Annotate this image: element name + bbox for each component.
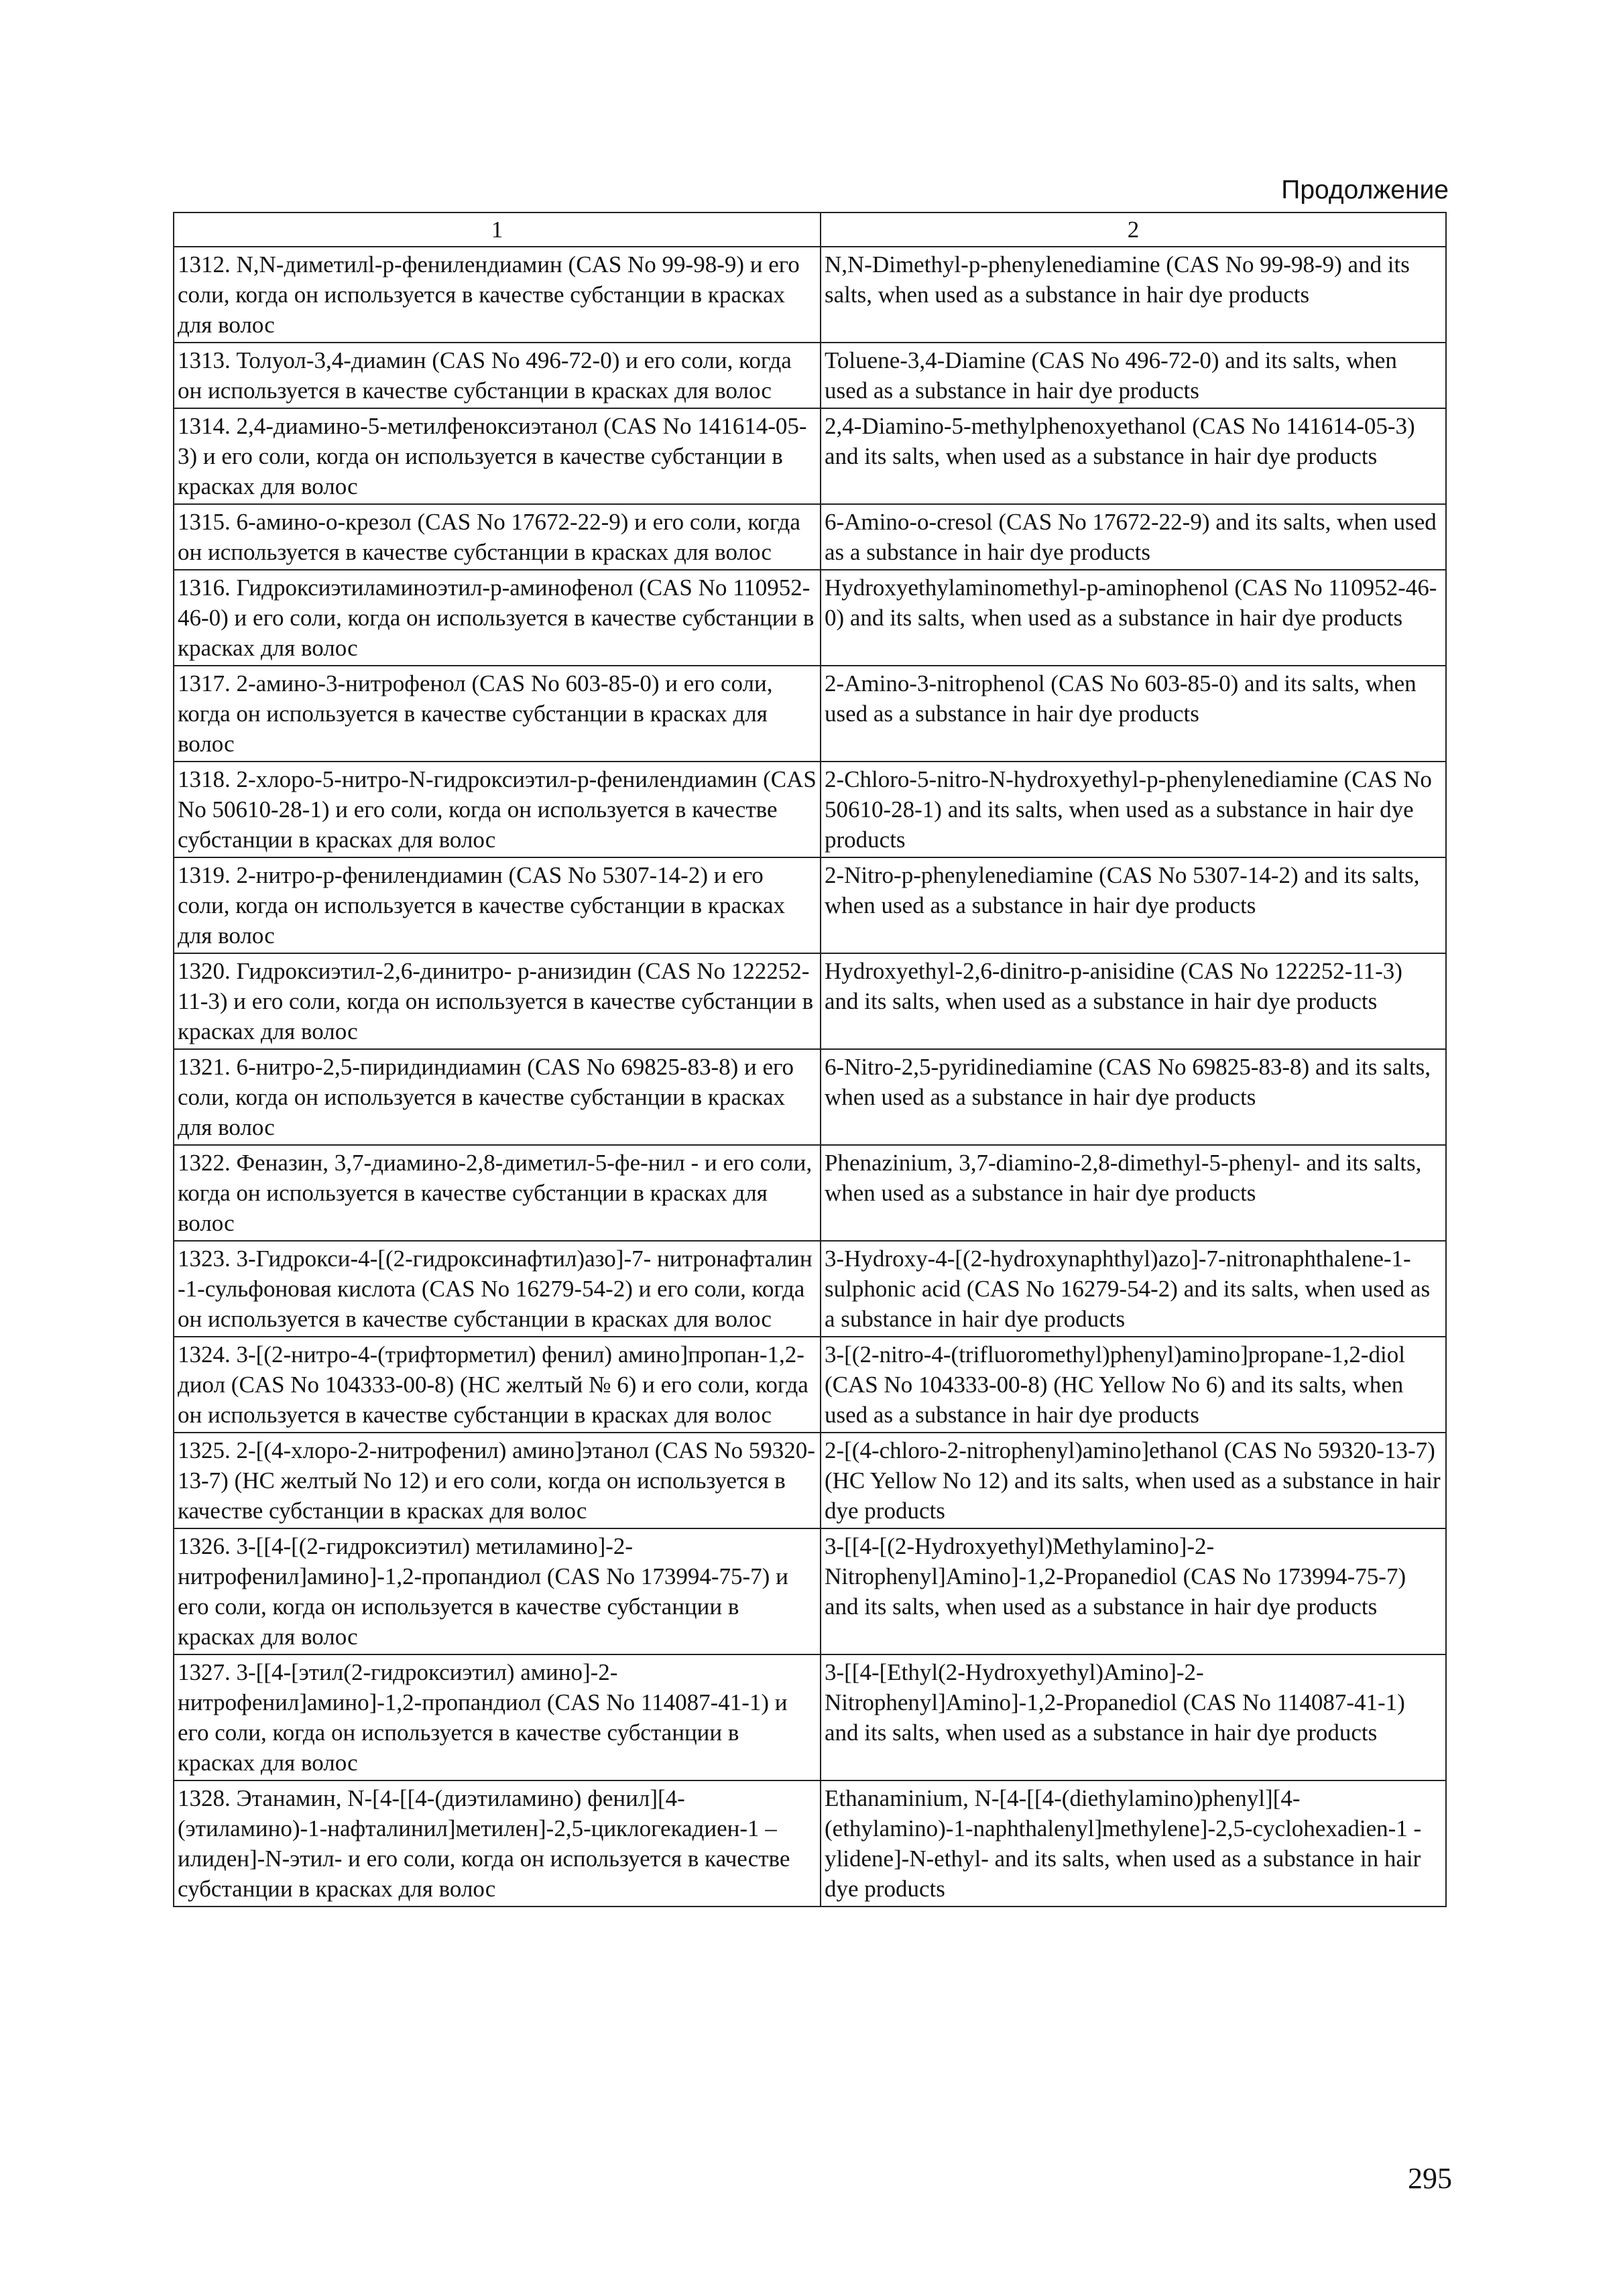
column-header-2: 2 [821,213,1446,247]
table-row [174,1433,1446,1528]
cell-english-text: Ethanaminium, N-[4-[[4-(diethylamino)phenyl][4-(ethylamino)-1-naphthalenyl]methylene]-2,5-cyclohexadien-1 -ylidene]-N-ethyl- and its salts, when used as a substance in hair dye products [821,1780,1446,1907]
cell-russian-text: 1317. 2-амино-3-нитрофенол (CAS No 603-85-0) и его соли, когда он используется в качестве субстанции в красках для волос [174,666,821,762]
table-row [174,1145,1446,1241]
cell-english-text: 2-Nitro-p-phenylenediamine (CAS No 5307-14-2) and its salts, when used as a substance in hair dye products [821,857,1446,953]
table-body [174,247,1446,1907]
table-row [174,1337,1446,1433]
cell-russian-text: 1327. 3-[[4-[этил(2-гидроксиэтил) амино]-2-нитрофенил]амино]-1,2-пропандиол (CAS No 114087-41-1) и его соли, когда он используется в качестве субстанции в красках для волос [174,1654,821,1780]
cell-english-text: 3-Hydroxy-4-[(2-hydroxynaphthyl)azo]-7-nitronaphthalene-1-sulphonic acid (CAS No 16279-54-2) and its salts, when used as a substance in hair dye products [821,1241,1446,1337]
cell-english-text: N,N-Dimethyl-p-phenylenediamine (CAS No 99-98-9) and its salts, when used as a substance in hair dye products [821,247,1446,343]
table-row [174,857,1446,953]
cell-russian-text: 1312. N,N-диметилl-р-фенилендиамин (CAS No 99-98-9) и его соли, когда он используется в качестве субстанции в красках для волос [174,247,821,343]
cell-english-text: 6-Nitro-2,5-pyridinediamine (CAS No 69825-83-8) and its salts, when used as a substance in hair dye products [821,1049,1446,1145]
substances-table [173,212,1447,1907]
cell-russian-text: 1319. 2-нитро-р-фенилендиамин (CAS No 5307-14-2) и его соли, когда он используется в качестве субстанции в красках для волос [174,857,821,953]
table-row [174,408,1446,504]
table-row [174,762,1446,857]
cell-english-text: 3-[[4-[Ethyl(2-Hydroxyethyl)Amino]-2-Nitrophenyl]Amino]-1,2-Propanediol (CAS No 114087-41-1) and its salts, when used as a substance in hair dye products [821,1654,1446,1780]
cell-english-text: 2,4-Diamino-5-methylphenoxyethanol (CAS No 141614-05-3) and its salts, when used as a substance in hair dye products [821,408,1446,504]
cell-russian-text: 1326. 3-[[4-[(2-гидроксиэтил) метиламино]-2-нитрофенил]амино]-1,2-пропандиол (CAS No 173994-75-7) и его соли, когда он используется в качестве субстанции в красках для волос [174,1528,821,1654]
cell-russian-text: 1325. 2-[(4-хлоро-2-нитрофенил) амино]этанол (CAS No 59320-13-7) (НС желтый No 12) и его соли, когда он используется в качестве субстанции в красках для волос [174,1433,821,1528]
table-row [174,570,1446,666]
cell-russian-text: 1321. 6-нитро-2,5-пиридиндиамин (CAS No 69825-83-8) и его соли, когда он используется в качестве субстанции в красках для волос [174,1049,821,1145]
cell-russian-text: 1324. 3-[(2-нитро-4-(трифторметил) фенил) амино]пропан-1,2-диол (CAS No 104333-00-8) (НС желтый № 6) и его соли, когда он используется в качестве субстанции в красках для волос [174,1337,821,1433]
continuation-label: Продолжение [1281,176,1449,204]
table-row [174,953,1446,1049]
cell-english-text: 6-Amino-o-cresol (CAS No 17672-22-9) and its salts, when used as a substance in hair dye products [821,504,1446,570]
table-header-row [174,213,1446,247]
cell-russian-text: 1315. 6-амино-о-крезол (CAS No 17672-22-9) и его соли, когда он используется в качестве субстанции в красках для волос [174,504,821,570]
cell-english-text: 2-[(4-chloro-2-nitrophenyl)amino]ethanol (CAS No 59320-13-7) (HC Yellow No 12) and its salts, when used as a substance in hair dye products [821,1433,1446,1528]
cell-russian-text: 1316. Гидроксиэтиламиноэтил-р-аминофенол (CAS No 110952-46-0) и его соли, когда он используется в качестве субстанции в красках для волос [174,570,821,666]
cell-english-text: 2-Chloro-5-nitro-N-hydroxyethyl-p-phenylenediamine (CAS No 50610-28-1) and its salts, when used as a substance in hair dye products [821,762,1446,857]
column-header-1: 1 [174,213,821,247]
page-number: 295 [1408,2162,1452,2195]
cell-english-text: 3-[(2-nitro-4-(trifluoromethyl)phenyl)amino]propane-1,2-diol (CAS No 104333-00-8) (HC Yellow No 6) and its salts, when used as a substance in hair dye products [821,1337,1446,1433]
cell-english-text: Toluene-3,4-Diamine (CAS No 496-72-0) and its salts, when used as a substance in hair dye products [821,343,1446,408]
table-row [174,1528,1446,1654]
cell-russian-text: 1328. Этанамин, N-[4-[[4-(диэтиламино) фенил][4-(этиламино)-1-нафталинил]метилен]-2,5-циклогекадиен-1 –илиден]-N-этил- и его соли, когда он используется в качестве субстанции в красках для волос [174,1780,821,1907]
table-row [174,504,1446,570]
cell-english-text: 3-[[4-[(2-Hydroxyethyl)Methylamino]-2-Nitrophenyl]Amino]-1,2-Propanediol (CAS No 173994-75-7) and its salts, when used as a substance in hair dye products [821,1528,1446,1654]
cell-russian-text: 1313. Толуол-3,4-диамин (CAS No 496-72-0) и его соли, когда он используется в качестве субстанции в красках для волос [174,343,821,408]
cell-english-text: Phenazinium, 3,7-diamino-2,8-dimethyl-5-phenyl- and its salts, when used as a substance in hair dye products [821,1145,1446,1241]
table-row [174,247,1446,343]
cell-russian-text: 1320. Гидроксиэтил-2,6-динитро- р-анизидин (CAS No 122252-11-3) и его соли, когда он используется в качестве субстанции в красках для волос [174,953,821,1049]
table-row [174,343,1446,408]
table-row [174,666,1446,762]
cell-russian-text: 1314. 2,4-диамино-5-метилфеноксиэтанол (CAS No 141614-05-3) и его соли, когда он используется в качестве субстанции в красках для волос [174,408,821,504]
cell-english-text: Hydroxyethyl-2,6-dinitro-p-anisidine (CAS No 122252-11-3) and its salts, when used as a substance in hair dye products [821,953,1446,1049]
table-row [174,1780,1446,1907]
cell-english-text: 2-Amino-3-nitrophenol (CAS No 603-85-0) and its salts, when used as a substance in hair dye products [821,666,1446,762]
cell-russian-text: 1322. Феназин, 3,7-диамино-2,8-диметил-5-фе-нил - и его соли, когда он используется в качестве субстанции в красках для волос [174,1145,821,1241]
cell-russian-text: 1318. 2-хлоро-5-нитро-N-гидроксиэтил-р-фенилендиамин (CAS No 50610-28-1) и его соли, когда он используется в качестве субстанции в красках для волос [174,762,821,857]
cell-russian-text: 1323. 3-Гидрокси-4-[(2-гидроксинафтил)азо]-7- нитронафталин -1-сульфоновая кислота (CAS No 16279-54-2) и его соли, когда он используется в качестве субстанции в красках для волос [174,1241,821,1337]
table-row [174,1049,1446,1145]
table-row [174,1654,1446,1780]
table-row [174,1241,1446,1337]
cell-english-text: Hydroxyethylaminomethyl-p-aminophenol (CAS No 110952-46-0) and its salts, when used as a substance in hair dye products [821,570,1446,666]
